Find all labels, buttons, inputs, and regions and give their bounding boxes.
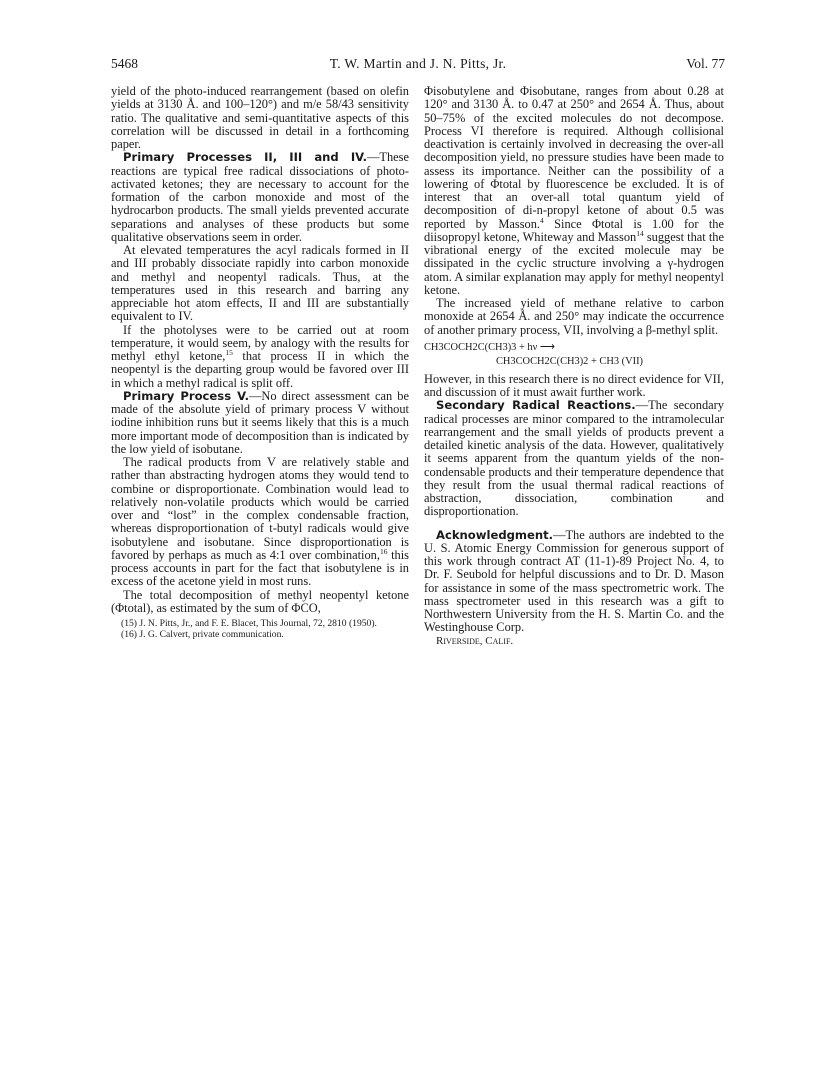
paragraph-text: If the photolyses were to be carried out at room temperature, it would seem, by analogy with the results for methyl ethyl ketone, bbox=[111, 322, 409, 363]
paragraph-text: Φisobutylene and Φisobutane, ranges from about 0.28 at 120° and 3130 Å. to 0.47 at 250° and 2654 Å. Thus, about 50–75% of the excited molecules do not decompose. Process VI therefore is required. Although collisional deactivation is certainly involved in decreasing the over-all decomposition yield, no pressure studies have been made to assess its importance. Neither can the possibility of a lowering of Φtotal by fluorescence be excluded. It is of interest that an over-all total quantum yield of decomposition of di-n-propyl ketone of about 0.5 was reported by Masson. bbox=[424, 84, 724, 231]
reference-mark: 14 bbox=[636, 228, 644, 238]
left-column bbox=[111, 85, 409, 640]
paragraph bbox=[424, 529, 724, 635]
section-heading: Primary Process V. bbox=[123, 388, 249, 403]
paragraph bbox=[111, 390, 409, 456]
reference-mark: 16 bbox=[379, 546, 388, 556]
running-head-authors: T. W. Martin and J. N. Pitts, Jr. bbox=[329, 56, 507, 71]
reaction-equation bbox=[424, 341, 724, 369]
section-heading: Acknowledgment. bbox=[436, 527, 554, 542]
paragraph: At elevated temperatures the acyl radicals formed in II and III probably dissociate rapidly into carbon monoxide and methyl and neopentyl radicals. Thus, at the temperatures used in this research and barring any appreciable hot atom effects, II and III are substantially equivalent to IV. bbox=[111, 243, 409, 324]
reference-mark: 4 bbox=[540, 215, 544, 225]
reference-mark: 15 bbox=[225, 347, 233, 357]
footnote: (15) J. N. Pitts, Jr., and F. E. Blacet, This Journal, 72, 2810 (1950). bbox=[121, 618, 377, 629]
equation-line: CH3COCH2C(CH3)2 + CH3 (VII) bbox=[496, 355, 643, 367]
equation-line: CH3COCH2C(CH3)3 + hν ⟶ bbox=[424, 341, 555, 353]
page-number: 5468 bbox=[111, 56, 138, 71]
paragraph bbox=[111, 324, 409, 390]
paragraph-text: suggest that the vibrational energy of the excited molecule may be dissipated in the cyclic structure involving a γ-hydrogen atom. A similar explanation may apply for methyl neopentyl ketone. bbox=[424, 229, 724, 297]
paragraph: The total decomposition of methyl neopentyl ketone (Φtotal), as estimated by the sum of ΦCO, bbox=[111, 587, 409, 615]
paragraph bbox=[424, 85, 724, 297]
paragraph-text: this process accounts in part for the fact that isobutylene is in excess of the acetone yield in most runs. bbox=[111, 547, 409, 589]
running-header bbox=[111, 56, 725, 76]
paragraph-text: —The secondary radical processes are minor compared to the intramolecular rearrangement and the small yields of products prevent a detailed kinetic analysis of the data. However, qualitatively it seems apparent from the quantum yields of the non-condensable products and their temperature dependence that they result from the usual thermal radical reactions of abstraction, dissociation, combination and disproportionation. bbox=[424, 398, 725, 519]
paragraph bbox=[424, 399, 724, 518]
volume-label: Vol. 77 bbox=[686, 56, 725, 71]
paragraph bbox=[111, 456, 409, 589]
paragraph bbox=[111, 151, 409, 244]
footnotes bbox=[111, 618, 409, 640]
paragraph: However, in this research there is no direct evidence for VII, and discussion of it must await further work. bbox=[424, 371, 724, 399]
paragraph-text: —No direct assessment can be made of the absolute yield of primary process V without iodine inhibition runs but it seems likely that this is a much more important mode of decomposition than is indicated by the low yield of isobutane. bbox=[111, 388, 409, 456]
footnote: (16) J. G. Calvert, private communication. bbox=[121, 629, 284, 640]
section-heading: Secondary Radical Reactions. bbox=[436, 398, 636, 413]
affiliation: Riverside, Calif. bbox=[436, 634, 514, 647]
paragraph-text: —The authors are indebted to the U. S. Atomic Energy Commission for generous support of this work through contract AT (11-1)-89 Project No. 4, to Dr. F. Seubold for helpful discussions and to Dr. D. Mason for assistance in some of the mass spectrometric work. The mass spectrometer used in this research was a gift to Northwestern University from the H. S. Martin Co. and the Westinghouse Corp. bbox=[424, 527, 724, 635]
paragraph-text: Since Φtotal is 1.00 for the diisopropyl ketone, Whiteway and Masson bbox=[424, 216, 724, 244]
paragraph-text: —These reactions are typical free radical dissociations of photo-activated ketones; they are necessary to account for the formation of the carbon monoxide and most of the hydrocarbon products. The small yields prevented accurate separations and analyses of these products but some qualitative observations seem in order. bbox=[111, 150, 409, 244]
paragraph: yield of the photo-induced rearrangement (based on olefin yields at 3130 Å. and 100–120°) and m/e 58/43 sensitivity ratio. The qualitative and semi-quantitative aspects of this correlation will be discussed in detail in a forthcoming paper. bbox=[111, 84, 409, 151]
paragraph: The increased yield of methane relative to carbon monoxide at 2654 Å. and 250° may indicate the occurrence of another primary process, VII, involving a β-methyl split. bbox=[424, 296, 724, 337]
paragraph-text: that process II in which the neopentyl is the departing group would be favored over III in which a methyl radical is split off. bbox=[111, 349, 410, 390]
section-heading: Primary Processes II, III and IV. bbox=[123, 150, 368, 165]
right-column bbox=[424, 85, 724, 648]
paragraph-text: The radical products from V are relatively stable and rather than abstracting hydrogen atoms they would tend to combine or disproportionate. Combination would lead to relatively non-volatile products which would be carried over and “lost” in the complex condensable fraction, whereas disproportionation of t-butyl radicals would give isobutylene and isobutane. Since disproportionation is favored by perhaps as much as 4:1 over combination, bbox=[111, 455, 409, 562]
